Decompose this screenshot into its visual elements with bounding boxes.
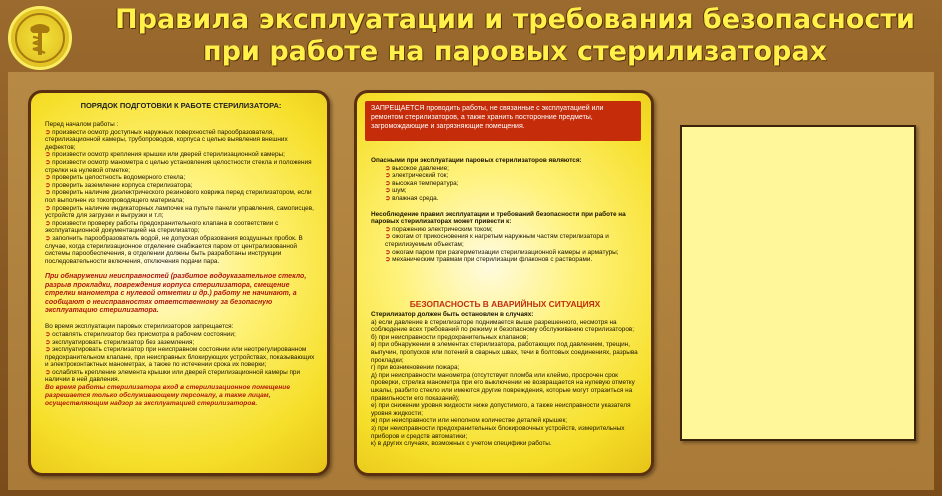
list-item: ➲ влажная среда. — [385, 194, 439, 202]
list-item: ➲ высокое давление; — [385, 164, 449, 172]
arrow-icon: ➲ — [45, 174, 53, 182]
list-item: ж) при неисправности или неполном количестве деталей крышек; — [371, 417, 568, 425]
arrow-icon: ➲ — [45, 338, 53, 346]
header — [0, 0, 942, 76]
list-item: ➲ шум; — [385, 187, 407, 195]
medical-emblem-icon — [8, 6, 72, 70]
preparation-panel — [28, 90, 330, 476]
during-intro: Во время эксплуатации паровых стерилизаторов запрещается: — [45, 323, 234, 331]
list-item: а) если давление в стерилизаторе поднимается выше разрешенного, несмотря на соблюдение всех требований по режиму и безопасному обслуживанию стерилизаторов; — [371, 318, 635, 334]
list-item: ➲ ожогам паром при разгерметизации стерилизационной камеры и арматуры; — [385, 248, 619, 256]
list-item: ➲ электрический ток; — [385, 172, 449, 180]
during-list — [45, 331, 317, 384]
violation-list — [371, 226, 639, 264]
preparation-text — [45, 121, 317, 407]
arrow-icon: ➲ — [385, 187, 393, 195]
arrow-icon: ➲ — [45, 189, 53, 197]
safety-text — [371, 157, 639, 264]
arrow-icon: ➲ — [385, 164, 393, 172]
safety-panel — [354, 90, 654, 476]
list-item: е) при снижении уровня жидкости ниже допустимого, а также неисправности указателя уровня жидкости; — [371, 402, 631, 417]
list-item: ➲ заполнить парообразователь водой, не допуская образования воздушных пробок. В случае, когда стерилизационное отделение снабжается паром от централизованной системы парообеспечения, в отделении должны быть разработаны инструкции последовательности включения, отключения подачи пара. — [45, 234, 303, 265]
arrow-icon: ➲ — [385, 194, 393, 202]
title-line-2: при работе на паровых стерилизаторах — [203, 36, 827, 67]
danger-heading: Опасными при эксплуатации паровых стерилизаторов являются: — [371, 157, 582, 164]
arrow-icon: ➲ — [385, 233, 393, 241]
list-item: ➲ поражению электрическим током; — [385, 225, 493, 233]
arrow-icon: ➲ — [45, 151, 53, 159]
arrow-icon: ➲ — [45, 181, 53, 189]
list-item: ➲ проверить заземление корпуса стерилизатора; — [45, 181, 193, 189]
document-pocket — [680, 125, 916, 441]
arrow-icon: ➲ — [45, 346, 53, 354]
list-item: ➲ эксплуатировать стерилизатор без заземления; — [45, 338, 195, 346]
preparation-intro: Перед началом работы : — [45, 121, 119, 128]
emergency-text — [371, 311, 639, 448]
title-line-1: Правила эксплуатации и требования безопасности — [115, 4, 915, 35]
list-item: ➲ высокая температура; — [385, 179, 459, 187]
list-item: г) при возникновении пожара; — [371, 364, 460, 372]
list-item: в) при обнаружении в элементах стерилизатора, работающих под давлением, трещин, выпучин, пропусков или потений в сварных швах, течи в болтовых соединениях, разрыва прокладки; — [371, 341, 638, 364]
emergency-heading: БЕЗОПАСНОСТЬ В АВАРИЙНЫХ СИТУАЦИЯХ — [409, 299, 601, 309]
list-item: ➲ ослаблять крепление элемента крышки или дверей стерилизационной камеры при наличии в ней давления. — [45, 368, 301, 384]
list-item: з) при неисправности предохранительных блокировочных устройств, измерительных приборов и средств автоматики; — [371, 424, 625, 440]
arrow-icon: ➲ — [385, 248, 393, 256]
arrow-icon: ➲ — [45, 158, 53, 166]
preparation-list — [45, 129, 317, 266]
danger-list — [371, 165, 639, 203]
list-item: ➲ механическим травмам при стерилизации флаконов с растворами. — [385, 256, 593, 264]
list-item: ➲ произвести осмотр доступных наружных поверхностей парообразователя, стерилизационной камеры, трубопроводов, корпуса с целью выявления внешних дефектов; — [45, 128, 288, 151]
emergency-intro: Стерилизатор должен быть остановлен в случаях: — [371, 311, 534, 318]
arrow-icon: ➲ — [385, 256, 393, 264]
violation-heading: Несоблюдение правил эксплуатации и требований безопасности при работе на паровых стерилизаторах может привести к: — [371, 210, 626, 226]
list-item: к) в других случаях, возможных с учетом специфики работы. — [371, 440, 552, 448]
arrow-icon: ➲ — [385, 179, 393, 187]
list-item: ➲ проверить наличие диэлектрического резинового коврика перед стерилизатором, если пол выполнен из токопроводящего материала; — [45, 189, 312, 204]
list-item: ➲ ожогам от прикосновения к нагретым наружным частям стерилизатора и стерилизуемым объектам; — [385, 233, 609, 248]
preparation-heading: ПОРЯДОК ПОДГОТОВКИ К РАБОТЕ СТЕРИЛИЗАТОРА: — [80, 101, 282, 110]
page-title — [100, 4, 930, 68]
arrow-icon: ➲ — [45, 368, 53, 376]
list-item: ➲ проверить наличие индикаторных лампочек на пульте панели управления, самописцев, устройств для загрузки и выгрузки и т.п; — [45, 204, 314, 220]
prohibition-banner: ЗАПРЕЩАЕТСЯ проводить работы, не связанные с эксплуатацией или ремонтом стерилизаторов, а также хранить посторонние предметы, загромождающие и загрязняющие помещения. — [365, 101, 641, 141]
list-item: б) при неисправности предохранительных клапанов; — [371, 333, 529, 341]
list-item: ➲ произвести проверку работы предохранительного клапана в соответствии с эксплуатационной документацией на стерилизатор; — [45, 219, 279, 235]
fault-warning: При обнаружении неисправностей (разбитое водоуказательное стекло, разрыв прокладки, повреждения корпуса стерилизатора, смещение стрелки манометра с нулевой отметки и др.) работу не начинают, а сообщают о неисправностях ответственному за безопасную эксплуатацию стерилизатора. — [45, 273, 307, 314]
arrow-icon: ➲ — [45, 204, 53, 212]
list-item: ➲ проверить целостность водомерного стекла; — [45, 174, 186, 182]
list-item: ➲ произвести осмотр крепления крышки или дверей стерилизационной камеры; — [45, 151, 285, 159]
arrow-icon: ➲ — [45, 234, 53, 242]
list-item: ➲ произвести осмотр манометра с целью установления целостности стекла и положения стрелки на нулевой отметке; — [45, 158, 312, 174]
arrow-icon: ➲ — [385, 225, 393, 233]
arrow-icon: ➲ — [45, 219, 53, 227]
list-item: д) при неисправности манометра (отсутствует пломба или клеймо, просрочен срок проверки, стрелка манометра при его выключении не возвращается на нулевую отметку шкалы, разбито стекло или имеются другие повреждения, которые могут отразиться на правильности его показаний); — [371, 371, 635, 402]
access-note: Во время работы стерилизатора вход в стерилизационное помещение разрешается только обслуживающему персоналу, а также лицам, осуществляющим надзор за эксплуатацией стерилизаторов. — [45, 384, 290, 407]
arrow-icon: ➲ — [385, 172, 393, 180]
arrow-icon: ➲ — [45, 128, 53, 136]
list-item: ➲ оставлять стерилизатор без присмотра в рабочем состоянии; — [45, 330, 236, 338]
arrow-icon: ➲ — [45, 330, 53, 338]
list-item: ➲ эксплуатировать стерилизатор при неисправном состоянии или неотрегулированном предохранительном клапане, при неисправных блокирующих устройствах, показывающих и электроконтактных манометрах, а также по истечении срока их поверки; — [45, 346, 315, 369]
